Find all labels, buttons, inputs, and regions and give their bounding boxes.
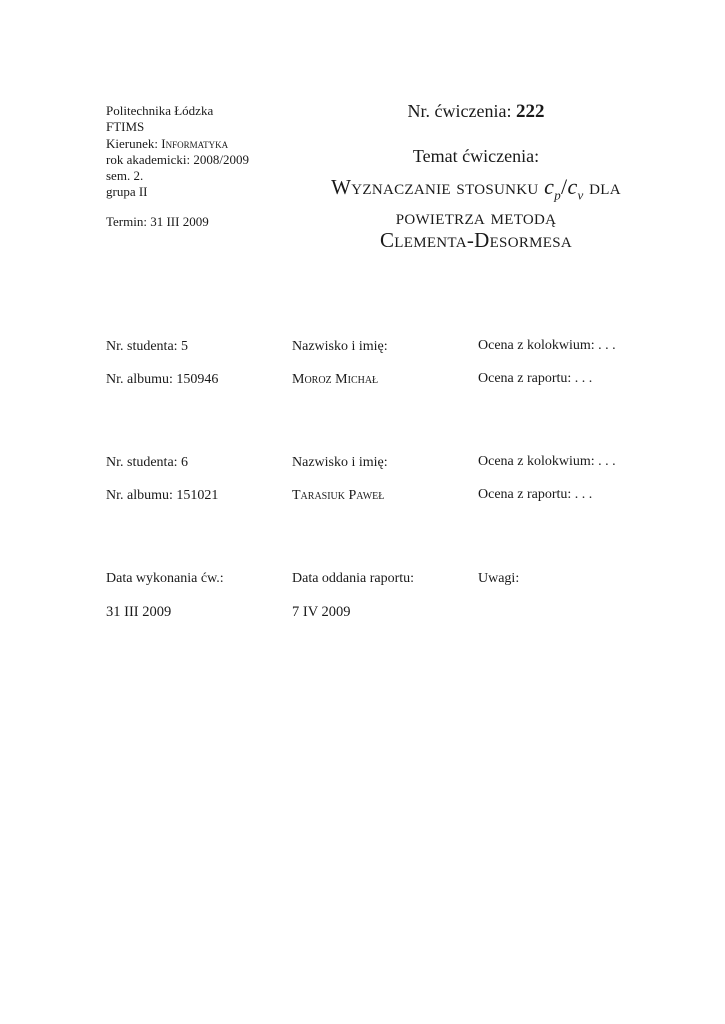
student-2-report-grade: Ocena z raportu: . . . (478, 487, 593, 502)
execution-date-label: Data wykonania ćw.: (106, 571, 224, 586)
topic-line-3: Clementa-Desormesa (379, 228, 573, 253)
formula-cp: c (544, 174, 555, 199)
submission-date-label: Data oddania raportu: (292, 571, 415, 586)
field-prefix: Kierunek: (106, 135, 162, 151)
topic-title (296, 175, 656, 252)
topic-label: Temat ćwiczenia: (412, 146, 540, 166)
topic-line-2: powietrza metodą (395, 205, 557, 230)
student-1-name-label: Nazwisko i imię: (292, 339, 388, 354)
field-of-study (106, 136, 249, 152)
student-1-report-grade: Ocena z raportu: . . . (478, 371, 593, 386)
cp-cv-formula (544, 174, 584, 203)
student-1-colloquium-grade: Ocena z kolokwium: . . . (478, 338, 616, 353)
header-right-block (296, 99, 656, 252)
student-1-album-number: Nr. albumu: 150946 (106, 372, 219, 387)
exercise-number (296, 99, 656, 124)
student-2-name: Tarasiuk Paweł (292, 488, 385, 503)
semester: sem. 2. (106, 168, 144, 184)
execution-date: 31 III 2009 (106, 604, 172, 620)
term-date: Termin: 31 III 2009 (106, 213, 209, 229)
remarks-label: Uwagi: (478, 571, 520, 586)
topic-line-1-text: Wyznaczanie stosunku (331, 175, 545, 199)
student-2-colloquium-grade: Ocena z kolokwium: . . . (478, 454, 616, 469)
exercise-number-value: 222 (515, 101, 545, 122)
student-2-number: Nr. studenta: 6 (106, 455, 189, 470)
field-value: Informatyka (161, 135, 229, 151)
student-2-album-number: Nr. albumu: 151021 (106, 488, 219, 503)
student-1-number: Nr. studenta: 5 (106, 339, 189, 354)
formula-v-subscript: v (577, 187, 584, 203)
header-left-block (106, 103, 249, 230)
formula-cv: c (567, 174, 578, 199)
formula-slash: / (561, 174, 568, 199)
academic-year: rok akademicki: 2008/2009 (106, 151, 249, 167)
topic-line-1 (296, 175, 656, 206)
faculty-name: FTIMS (106, 119, 145, 135)
topic-line-1-suffix: dla (583, 175, 621, 199)
student-2-name-label: Nazwisko i imię: (292, 455, 388, 470)
formula-p-subscript: p (554, 187, 562, 203)
student-1-name: Moroz Michał (292, 372, 379, 387)
group: grupa II (106, 184, 148, 200)
university-name: Politechnika Łódzka (106, 103, 214, 118)
submission-date: 7 IV 2009 (292, 604, 351, 620)
exercise-label: Nr. ćwiczenia: (407, 101, 516, 121)
